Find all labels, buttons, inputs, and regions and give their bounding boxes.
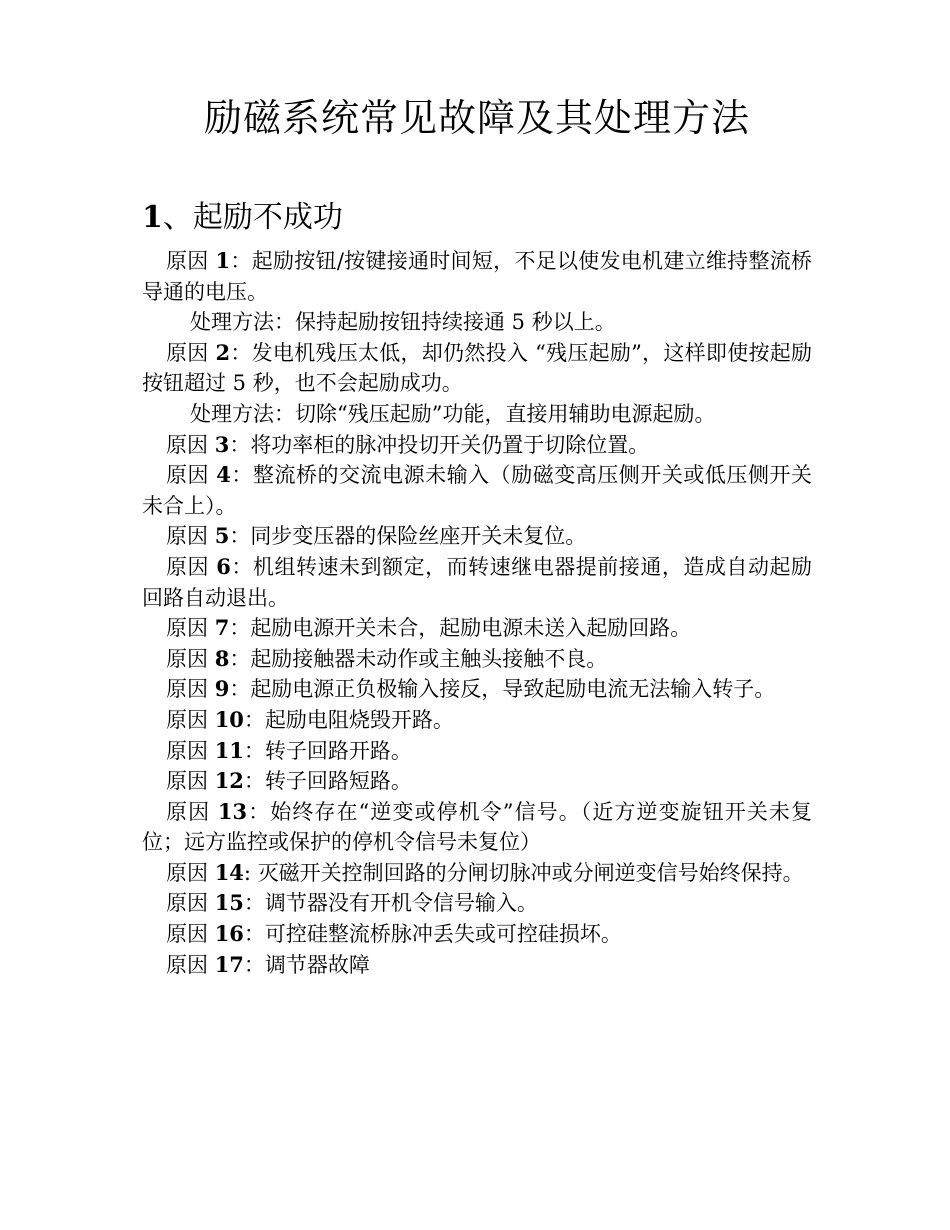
- cause-colon: ：: [230, 463, 253, 488]
- cause-text: 可控硅整流桥脉冲丢失或可控硅损坏。: [264, 922, 622, 947]
- cause-number: 13: [217, 798, 248, 824]
- cause-number: 3: [214, 431, 230, 457]
- cause-paragraph: [142, 736, 812, 767]
- cause-colon: ：: [230, 554, 253, 579]
- cause-number: 17: [214, 951, 244, 977]
- cause-colon: ：: [243, 707, 265, 732]
- cause-label: [166, 647, 250, 671]
- cause-word: 原因: [166, 860, 215, 885]
- cause-text: 机组转速未到额定，而转速继电器提前接通，造成自动起励回路自动退出。: [142, 554, 812, 610]
- cause-paragraph: [142, 919, 812, 950]
- cause-label: [166, 616, 250, 640]
- cause-number: 14: [214, 859, 244, 885]
- method-text: 处理方法：保持起励按钮持续接通 5 秒以上。: [190, 310, 616, 335]
- cause-text: 将功率柜的脉冲投切开关仍置于切除位置。: [250, 432, 650, 457]
- cause-label: [166, 891, 265, 915]
- cause-colon: :: [243, 860, 258, 885]
- cause-text: 转子回路短路。: [264, 769, 412, 794]
- cause-paragraph: [142, 674, 812, 705]
- cause-colon: ：: [243, 922, 265, 947]
- cause-number: 8: [214, 645, 230, 671]
- cause-colon: ：: [229, 524, 251, 549]
- cause-text: 灭磁开关控制回路的分闸切脉冲或分闸逆变信号始终保持。: [257, 860, 804, 885]
- cause-number: 1: [215, 248, 231, 273]
- cause-colon: ：: [243, 891, 265, 916]
- cause-paragraph: [142, 521, 812, 552]
- cause-word: 原因: [166, 463, 217, 488]
- cause-label: [166, 861, 258, 885]
- section-heading: [142, 196, 343, 240]
- cause-label: [166, 341, 252, 365]
- cause-word: 原因: [166, 738, 215, 763]
- cause-number: 16: [214, 921, 244, 947]
- method-paragraph: [142, 399, 812, 430]
- cause-word: 原因: [166, 922, 215, 947]
- section-separator: 、: [162, 200, 193, 235]
- cause-paragraph: [142, 430, 812, 461]
- cause-colon: ：: [229, 432, 251, 457]
- section-number: 1: [142, 200, 163, 235]
- cause-paragraph: [142, 552, 812, 613]
- cause-colon: ：: [247, 799, 271, 824]
- cause-paragraph: [142, 460, 812, 521]
- cause-colon: ：: [243, 738, 265, 763]
- section-title: 起励不成功: [192, 200, 343, 235]
- cause-label: [166, 524, 250, 548]
- cause-paragraph: [142, 246, 812, 307]
- cause-label: [166, 463, 253, 487]
- cause-text: 调节器故障: [264, 952, 370, 977]
- cause-word: 原因: [166, 799, 218, 824]
- method-paragraph: [142, 307, 812, 338]
- cause-number: 15: [214, 890, 244, 916]
- cause-paragraph: [142, 766, 812, 797]
- cause-word: 原因: [166, 707, 215, 732]
- cause-text: 转子回路开路。: [264, 738, 412, 763]
- cause-text: 发电机残压太低，却仍然投入 “残压起励”，这样即使按起励按钮超过 5 秒，也不会起励成功。: [142, 340, 812, 396]
- cause-label: [166, 555, 253, 579]
- cause-label: [166, 769, 265, 793]
- cause-text: 起励接触器未动作或主触头接触不良。: [250, 646, 608, 671]
- cause-number: 10: [214, 706, 244, 732]
- cause-word: 原因: [166, 340, 216, 365]
- cause-word: 原因: [166, 952, 215, 977]
- cause-label: [166, 433, 250, 457]
- cause-paragraph: [142, 705, 812, 736]
- cause-colon: ：: [230, 340, 252, 365]
- cause-paragraph: [142, 338, 812, 399]
- cause-word: 原因: [166, 249, 216, 273]
- cause-label: [166, 922, 265, 946]
- cause-text: 同步变压器的保险丝座开关未复位。: [250, 524, 587, 549]
- cause-number: 9: [214, 676, 230, 702]
- cause-colon: ：: [229, 646, 251, 671]
- cause-paragraph: [142, 950, 812, 981]
- cause-word: 原因: [166, 554, 217, 579]
- cause-number: 11: [214, 737, 244, 763]
- cause-text: 整流桥的交流电源未输入（励磁变高压侧开关或低压侧开关未合上）。: [142, 463, 812, 518]
- cause-number: 5: [214, 523, 230, 549]
- cause-colon: ：: [229, 616, 251, 641]
- cause-text: 调节器没有开机令信号输入。: [264, 891, 538, 916]
- cause-text: 始终存在“逆变或停机令”信号。（近方逆变旋钮开关未复位；远方监控或保护的停机令信号未复位）: [142, 799, 812, 855]
- cause-word: 原因: [166, 677, 215, 702]
- cause-colon: ：: [230, 249, 252, 273]
- document-body: [142, 246, 812, 980]
- cause-paragraph: [142, 797, 812, 858]
- cause-word: 原因: [166, 646, 215, 671]
- cause-label: [166, 953, 265, 977]
- cause-label: [166, 708, 265, 732]
- cause-text: 起励电源开关未合，起励电源未送入起励回路。: [250, 616, 692, 641]
- cause-number: 12: [214, 768, 244, 794]
- cause-label: [166, 249, 252, 273]
- document-title: 励磁系统常见故障及其处理方法: [203, 96, 750, 140]
- cause-word: 原因: [166, 891, 215, 916]
- cause-number: 2: [215, 339, 231, 365]
- cause-word: 原因: [166, 616, 215, 641]
- cause-label: [166, 677, 250, 701]
- cause-label: [166, 739, 265, 763]
- cause-text: 起励电阻烧毁开路。: [264, 707, 454, 732]
- cause-number: 6: [216, 553, 231, 579]
- method-text: 处理方法：切除“残压起励”功能，直接用辅助电源起励。: [190, 401, 716, 426]
- cause-paragraph: [142, 888, 812, 919]
- cause-number: 4: [216, 462, 231, 488]
- cause-label: [166, 800, 270, 824]
- cause-number: 7: [214, 615, 230, 641]
- cause-word: 原因: [166, 432, 215, 457]
- cause-text: 起励电源正负极输入接反，导致起励电流无法输入转子。: [250, 677, 776, 702]
- cause-text: 起励按钮/按键接通时间短，不足以使发电机建立维持整流桥导通的电压。: [142, 249, 812, 304]
- cause-colon: ：: [243, 952, 265, 977]
- cause-colon: ：: [229, 677, 251, 702]
- cause-colon: ：: [243, 769, 265, 794]
- cause-word: 原因: [166, 769, 215, 794]
- cause-word: 原因: [166, 524, 215, 549]
- cause-paragraph: [142, 613, 812, 644]
- cause-paragraph: [142, 644, 812, 675]
- cause-paragraph: [142, 858, 812, 889]
